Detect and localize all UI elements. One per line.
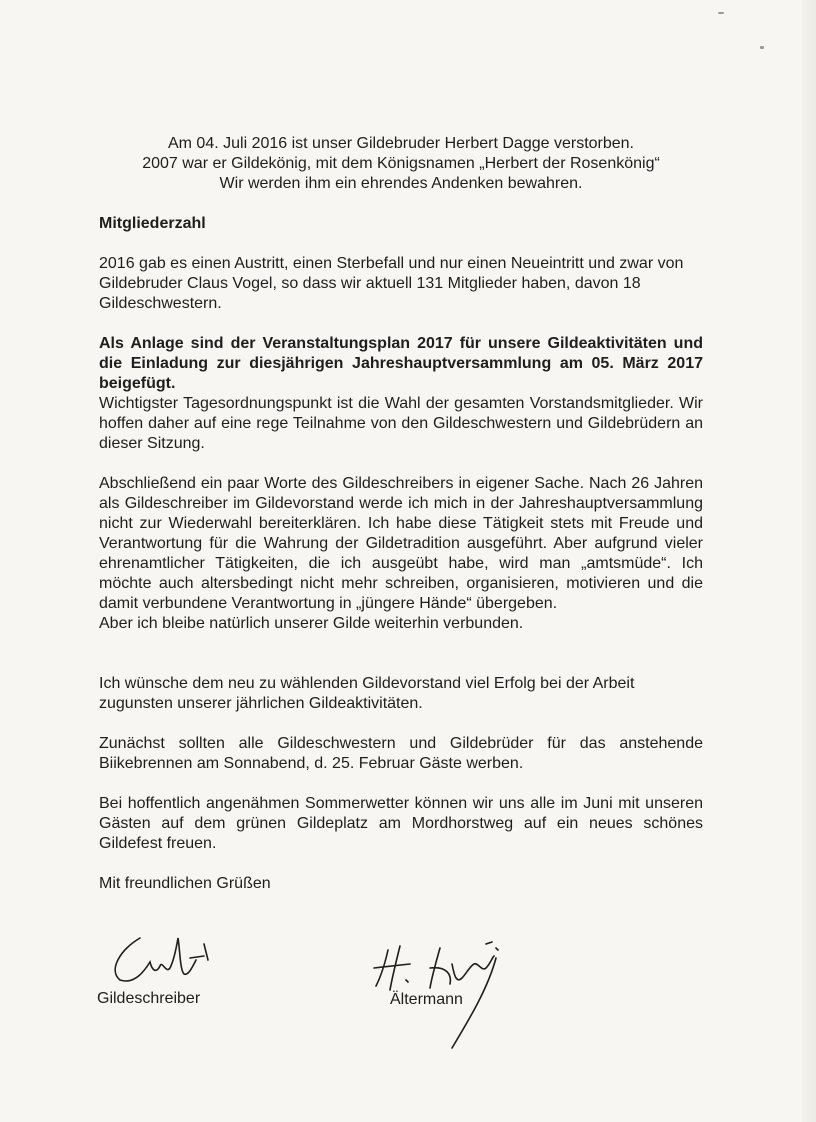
letter-body bbox=[99, 134, 703, 894]
scan-speck bbox=[718, 12, 724, 14]
farewell-closing-line: Aber ich bleibe natürlich unserer Gilde weiterhin verbunden. bbox=[99, 615, 524, 632]
scan-speck bbox=[760, 46, 764, 49]
obituary-line-3: Wir werden ihm ein ehrendes Andenken bewahren. bbox=[219, 175, 583, 192]
left-signature-label: Gildeschreiber bbox=[97, 990, 201, 1007]
members-paragraph: 2016 gab es einen Austritt, einen Sterbefall und nur einen Neueintritt und zwar von Gildebruder Claus Vogel, so dass wir aktuell 131 Mitglieder haben, davon 18 Gildeschwestern. bbox=[99, 255, 684, 312]
wish-paragraph: Ich wünsche dem neu zu wählenden Gildevorstand viel Erfolg bei der Arbeit zugunsten unserer jährlichen Gildeaktivitäten. bbox=[99, 675, 635, 712]
farewell-paragraph: Abschließend ein paar Worte des Gildeschreibers in eigener Sache. Nach 26 Jahren als Gildeschreiber im Gildevorstand werde ich mich in der Jahreshauptversammlung nicht zur Wiederwahl bereiterklären. Ich habe diese Tätigkeit stets mit Freude und Verantwortung für die Wahrung der Gildetradition ausgeführt. Aber aufgrund vieler ehrenamtlicher Tätigkeiten, die ich ausgeübt habe, wird man „amtsmüde“. Ich möchte auch altersbedingt nicht mehr schreiben, organisieren, motivieren und die damit verbundene Verantwortung in „jüngere Hände“ übergeben. bbox=[99, 475, 703, 612]
attachment-notice: Als Anlage sind der Veranstaltungsplan 2017 für unsere Gildeaktivitäten und die Einladung zur diesjährigen Jahreshauptversammlung am 05. März 2017 beigefügt. bbox=[99, 335, 703, 392]
left-signature bbox=[100, 930, 220, 990]
members-heading: Mitgliederzahl bbox=[99, 215, 206, 232]
biikebrennen-paragraph: Zunächst sollten alle Gildeschwestern und Gildebrüder für das anstehende Biikebrennen am Sonnabend, d. 25. Februar Gäste werben. bbox=[99, 735, 703, 772]
scan-edge bbox=[802, 0, 816, 1122]
right-signature-label: Ältermann bbox=[390, 991, 463, 1008]
obituary-line-1: Am 04. Juli 2016 ist unser Gildebruder Herbert Dagge verstorben. bbox=[167, 135, 634, 152]
agenda-paragraph: Wichtigster Tagesordnungspunkt ist die Wahl der gesamten Vorstandsmitglieder. Wir hoffen daher auf eine rege Teilnahme von den Gildeschwestern und Gildebrüdern an dieser Sitzung. bbox=[99, 395, 703, 452]
summer-paragraph: Bei hoffentlich angenähmen Sommerwetter können wir uns alle im Juni mit unseren Gästen auf dem grünen Gildeplatz am Mordhorstweg auf ein neues schönes Gildefest freuen. bbox=[99, 795, 703, 852]
obituary-line-2: 2007 war er Gildekönig, mit dem Königsnamen „Herbert der Rosenkönig“ bbox=[142, 155, 660, 172]
greeting: Mit freundlichen Grüßen bbox=[99, 875, 271, 892]
